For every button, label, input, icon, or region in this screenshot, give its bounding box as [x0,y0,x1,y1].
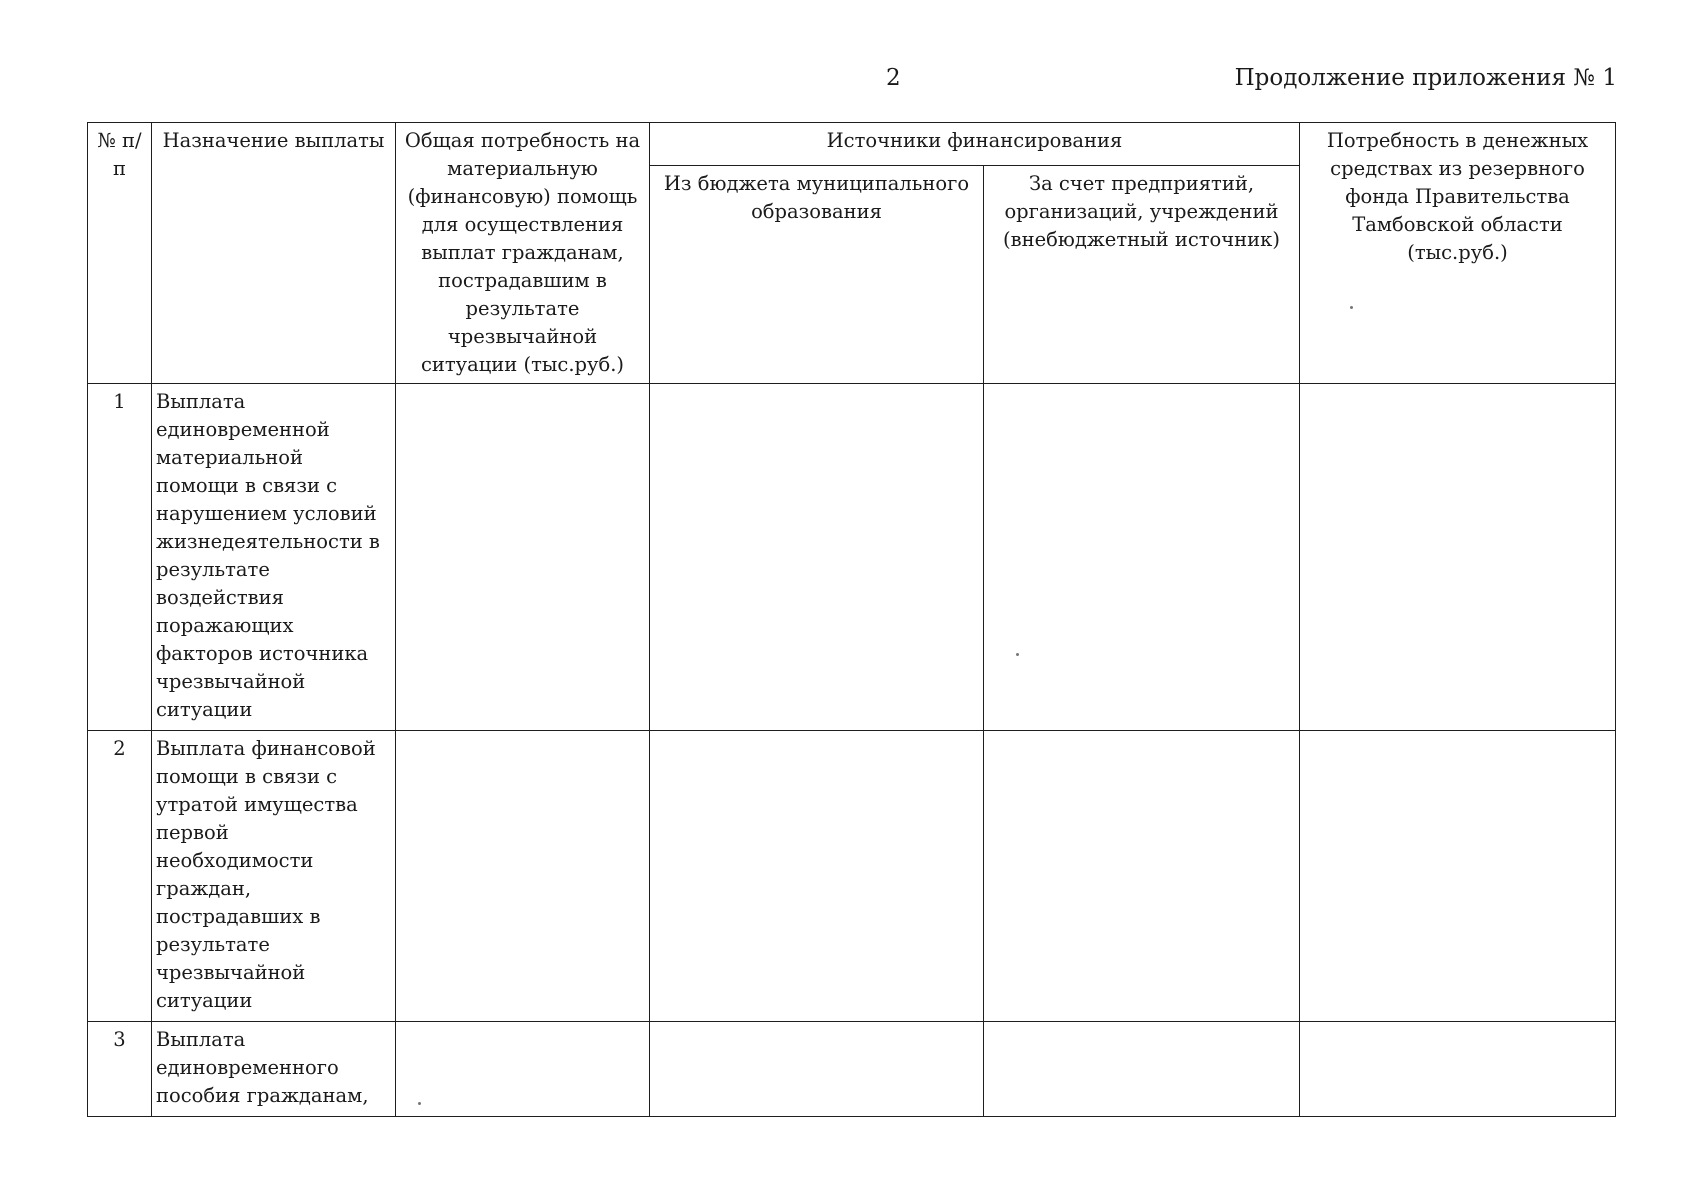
table-header-row [88,123,1616,166]
header-funding-sources: Источники финансирования [650,123,1300,166]
table-row [88,731,1616,1022]
row-municipal-budget [650,384,984,731]
scan-speck [418,1102,421,1105]
row-enterprises [984,384,1300,731]
continuation-label: Продолжение приложения № 1 [1234,65,1617,91]
page-number: 2 [886,65,901,91]
header-total-need: Общая потребность на материальную (финансовую) помощь для осуществления выплат гражданам, пострадавшим в результате чрезвычайной ситуации (тыс.руб.) [396,123,650,384]
scan-speck [1350,306,1353,309]
header-number: № п/п [88,123,152,384]
row-total-need [396,731,650,1022]
row-number: 1 [88,384,152,731]
row-total-need [396,384,650,731]
row-number: 3 [88,1022,152,1117]
row-municipal-budget [650,1022,984,1117]
row-reserve-fund [1300,384,1616,731]
row-number: 2 [88,731,152,1022]
row-enterprises [984,731,1300,1022]
scan-speck [1016,653,1019,656]
table-row [88,1022,1616,1117]
header-reserve-fund: Потребность в денежных средствах из резервного фонда Правительства Тамбовской области (тыс.руб.) [1300,123,1616,384]
row-purpose: Выплата единовременной материальной помощи в связи с нарушением условий жизнедеятельности в результате воздействия поражающих факторов источника чрезвычайной ситуации [152,384,396,731]
row-purpose: Выплата единовременного пособия гражданам, [152,1022,396,1117]
header-purpose: Назначение выплаты [152,123,396,384]
header-municipal-budget: Из бюджета муниципального образования [650,166,984,384]
row-reserve-fund [1300,731,1616,1022]
row-enterprises [984,1022,1300,1117]
table-row [88,384,1616,731]
payments-table [87,122,1616,1117]
row-municipal-budget [650,731,984,1022]
row-reserve-fund [1300,1022,1616,1117]
row-total-need [396,1022,650,1117]
header-enterprises: За счет предприятий, организаций, учреждений (внебюджетный источник) [984,166,1300,384]
row-purpose: Выплата финансовой помощи в связи с утратой имущества первой необходимости граждан, пострадавших в результате чрезвычайной ситуации [152,731,396,1022]
